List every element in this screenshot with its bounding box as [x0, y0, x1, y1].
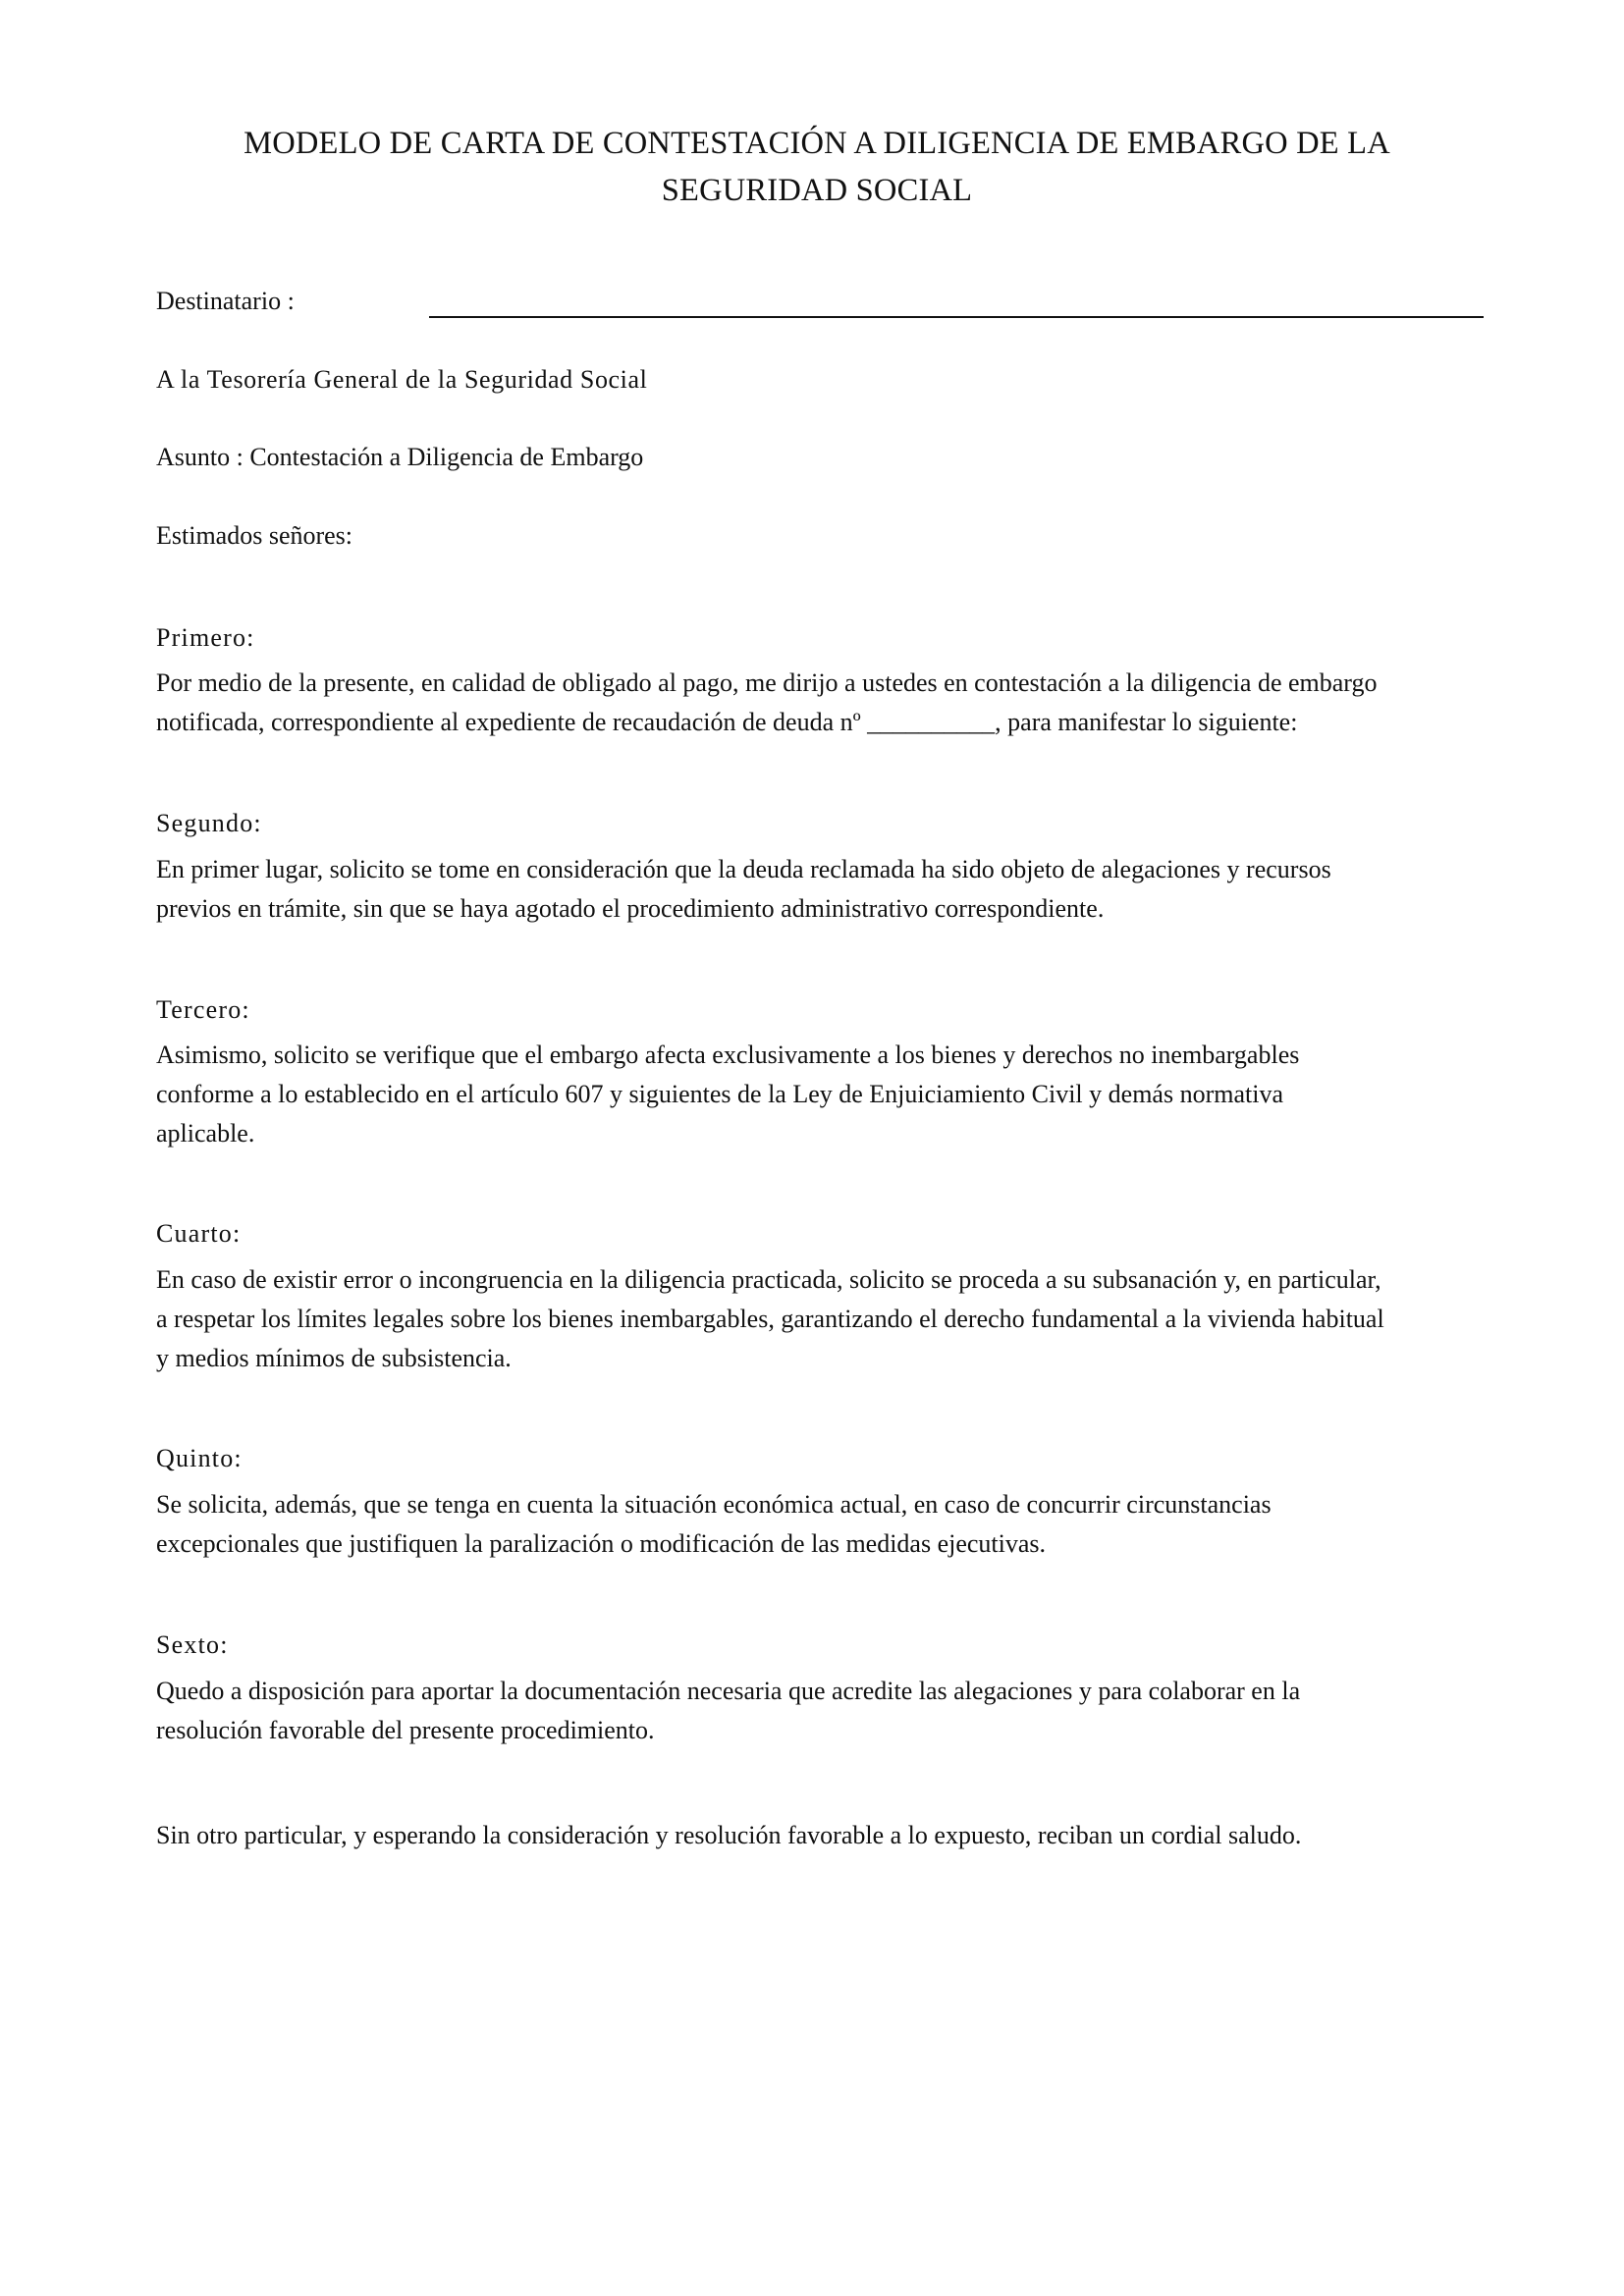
section-line: En primer lugar, solicito se tome en consideración que la deuda reclamada ha sido objeto de alegaciones y recursos [156, 855, 1331, 883]
section-body-quinto [156, 1485, 1484, 1564]
section-heading-primero: Primero: [156, 623, 255, 652]
section-line: notificada, correspondiente al expediente de recaudación de deuda nº __________, para manifestar lo siguiente: [156, 708, 1298, 736]
section-body-sexto [156, 1672, 1484, 1750]
addressee: A la Tesorería General de la Seguridad Social [156, 365, 648, 394]
section-line: conforme a lo establecido en el artículo 607 y siguientes de la Ley de Enjuiciamiento Civil y demás normativa [156, 1080, 1283, 1108]
section-heading-tercero: Tercero: [156, 995, 250, 1024]
section-line: previos en trámite, sin que se haya agotado el procedimiento administrativo correspondiente. [156, 894, 1105, 923]
section-line: Por medio de la presente, en calidad de obligado al pago, me dirijo a ustedes en contestación a la diligencia de embargo [156, 668, 1378, 697]
greeting: Estimados señores: [156, 521, 353, 550]
closing-line: Sin otro particular, y esperando la consideración y resolución favorable a lo expuesto, reciban un cordial saludo. [156, 1821, 1302, 1849]
document-title [157, 120, 1477, 214]
section-heading-segundo: Segundo: [156, 809, 262, 837]
section-body-cuarto [156, 1260, 1484, 1378]
section-body-primero [156, 664, 1484, 742]
section-line: Se solicita, además, que se tenga en cuenta la situación económica actual, en caso de concurrir circunstancias [156, 1490, 1272, 1519]
section-line: aplicable. [156, 1119, 255, 1148]
section-line: a respetar los límites legales sobre los bienes inembargables, garantizando el derecho fundamental a la vivienda habitual [156, 1305, 1384, 1333]
section-line: Asimismo, solicito se verifique que el embargo afecta exclusivamente a los bienes y derechos no inembargables [156, 1041, 1300, 1069]
section-line: Quedo a disposición para aportar la documentación necesaria que acredite las alegaciones y para colaborar en la [156, 1677, 1301, 1705]
section-body-segundo [156, 850, 1484, 929]
document-title-line-1: MODELO DE CARTA DE CONTESTACIÓN A DILIGENCIA DE EMBARGO DE LA [244, 126, 1390, 161]
section-line: y medios mínimos de subsistencia. [156, 1344, 512, 1372]
document-title-line-2: SEGURIDAD SOCIAL [661, 173, 973, 208]
section-line: resolución favorable del presente procedimiento. [156, 1716, 655, 1744]
section-body-tercero [156, 1036, 1484, 1153]
section-heading-sexto: Sexto: [156, 1630, 229, 1659]
subject-line: Asunto : Contestación a Diligencia de Embargo [156, 443, 644, 471]
section-line: excepcionales que justifiquen la paralización o modificación de las medidas ejecutivas. [156, 1529, 1047, 1558]
section-line: En caso de existir error o incongruencia en la diligencia practicada, solicito se proceda a su subsanación y, en particular, [156, 1265, 1381, 1294]
recipient-label: Destinatario : [156, 287, 295, 315]
recipient-blank-line [429, 316, 1484, 318]
section-heading-cuarto: Cuarto: [156, 1219, 242, 1248]
section-heading-quinto: Quinto: [156, 1444, 243, 1472]
